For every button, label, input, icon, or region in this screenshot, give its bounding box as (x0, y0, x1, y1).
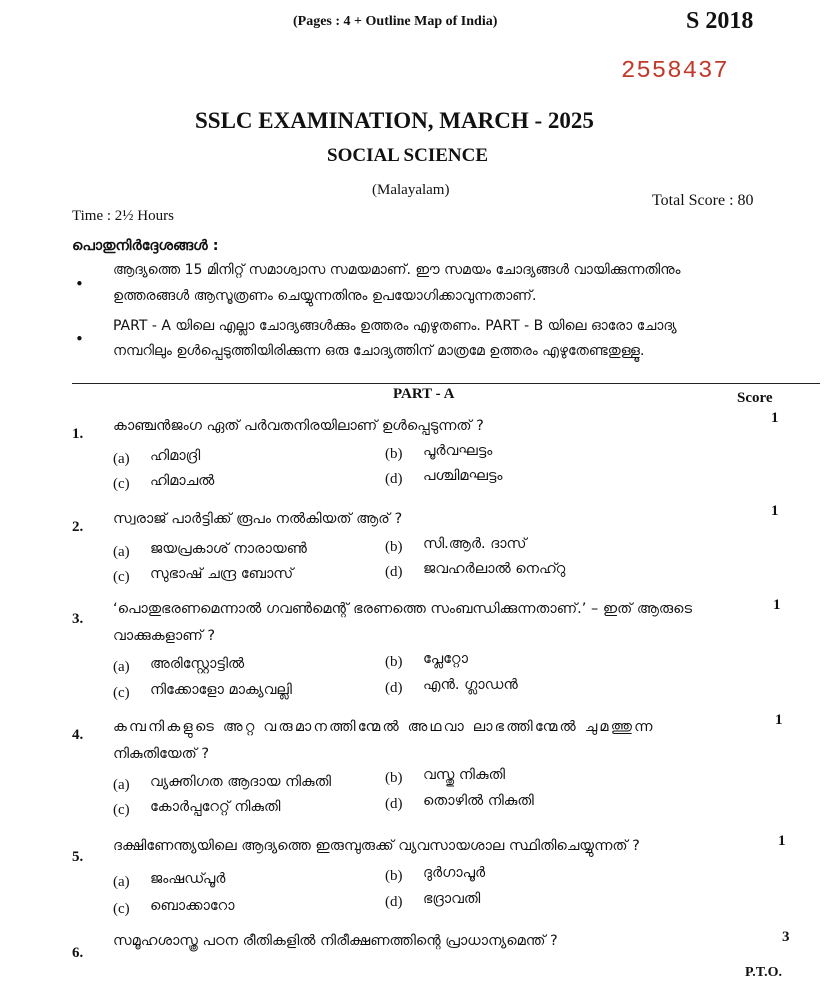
q1-option-b-key: (b) (385, 446, 403, 462)
q2-option-a-key: (a) (113, 544, 130, 560)
q4-option-b-key: (b) (385, 770, 403, 786)
q2-option-a: ജയപ്രകാശ് നാരായൺ (150, 541, 307, 557)
question-6-score: 3 (782, 929, 790, 945)
q4-option-c-key: (c) (113, 802, 130, 818)
question-1-score: 1 (771, 410, 779, 426)
instruction-2-line-1: PART - A യിലെ എല്ലാ ചോദ്യങ്ങൾക്കും ഉത്തരം എഴുതണം. PART - B യിലെ ഓരോ ചോദ്യ (113, 318, 677, 334)
question-4-number: 4. (72, 727, 84, 743)
instruction-1-line-1: ആദ്യത്തെ 15 മിനിറ്റ് സമാശ്വാസ സമയമാണ്. ഈ സമയം ചോദ്യങ്ങൾ വായിക്കുന്നതിനും (113, 262, 681, 278)
instruction-1-line-2: ഉത്തരങ്ങൾ ആസൂത്രണം ചെയ്യുന്നതിനും ഉപയോഗിക്കാവുന്നതാണ്. (113, 288, 537, 304)
q1-option-a-key: (a) (113, 451, 130, 467)
q2-option-b-key: (b) (385, 539, 403, 555)
q3-option-a: അരിസ്റ്റോട്ടിൽ (150, 656, 245, 672)
q4-option-b: വസ്തു നികുതി (423, 767, 505, 783)
part-a-title: PART - A (393, 386, 455, 402)
question-1-text: കാഞ്ചൻജംഗ ഏത് പർവതനിരയിലാണ് ഉൾപ്പെടുന്നത് ? (113, 418, 484, 434)
question-4-score: 1 (775, 712, 783, 728)
question-3-number: 3. (72, 611, 84, 627)
instruction-2-line-2: നമ്പറിലും ഉൾപ്പെടുത്തിയിരിക്കുന്ന ഒരു ചോദ്യത്തിന് മാത്രമേ ഉത്തരം എഴുതേണ്ടതുള്ളൂ. (113, 343, 645, 359)
q3-option-b-key: (b) (385, 654, 403, 670)
question-5-text: ദക്ഷിണേന്ത്യയിലെ ആദ്യത്തെ ഇരുമ്പുരുക്ക് വ്യവസായശാല സ്ഥിതിചെയ്യുന്നത് ? (113, 838, 640, 854)
section-divider (72, 383, 820, 384)
subject-title: SOCIAL SCIENCE (327, 145, 489, 166)
q1-option-d-key: (d) (385, 471, 403, 487)
q3-option-a-key: (a) (113, 659, 130, 675)
q5-option-c-key: (c) (113, 901, 130, 917)
instructions-heading: പൊതുനിർദ്ദേശങ്ങൾ : (72, 238, 219, 254)
question-3-score: 1 (773, 597, 781, 613)
bullet-icon: • (75, 330, 84, 348)
q1-option-c: ഹിമാചൽ (150, 473, 215, 489)
exam-title: SSLC EXAMINATION, MARCH - 2025 (195, 108, 594, 133)
q1-option-a: ഹിമാദ്രി (150, 448, 201, 464)
question-4-text-line-1: കമ്പനികളുടെ അറ്റ വരുമാനത്തിന്മേൽ അഥവാ ലാഭത്തിന്മേൽ ചുമത്തുന്ന (113, 719, 655, 735)
q2-option-c-key: (c) (113, 569, 130, 585)
bullet-icon: • (75, 275, 84, 293)
q4-option-a-key: (a) (113, 777, 130, 793)
question-5-score: 1 (778, 833, 786, 849)
time-label: Time : 2½ Hours (72, 208, 174, 224)
q4-option-d-key: (d) (385, 796, 403, 812)
question-1-number: 1. (72, 426, 84, 442)
q2-option-d: ജവഹർലാൽ നെഹ്റു (423, 561, 566, 577)
question-2-number: 2. (72, 519, 84, 535)
q4-option-a: വ്യക്തിഗത ആദായ നികുതി (150, 774, 332, 790)
q1-option-d: പശ്ചിമഘട്ടം (423, 468, 503, 484)
question-6-text: സമൂഹശാസ്ത്ര പഠന രീതികളിൽ നിരീക്ഷണത്തിന്റെ പ്രാധാന്യമെന്ത് ? (113, 933, 558, 949)
question-2-score: 1 (771, 503, 779, 519)
q3-option-c-key: (c) (113, 685, 130, 701)
q5-option-a-key: (a) (113, 874, 130, 890)
q2-option-b: സി.ആർ. ദാസ് (423, 536, 527, 552)
pages-note: (Pages : 4 + Outline Map of India) (293, 14, 498, 29)
exam-code: S 2018 (686, 8, 754, 34)
question-3-text-line-2: വാക്കുകളാണ് ? (113, 628, 216, 644)
q4-option-d: തൊഴിൽ നികുതി (423, 793, 534, 809)
question-4-text-line-2: നികുതിയേത് ? (113, 746, 210, 762)
question-3-text-line-1: ‘പൊതുഭരണമെന്നാൽ ഗവൺമെന്റ് ഭരണത്തെ സംബന്ധിക്കുന്നതാണ്.’ – ഇത് ആരുടെ (113, 601, 693, 617)
total-score: Total Score : 80 (652, 192, 754, 209)
question-5-number: 5. (72, 849, 84, 865)
q5-option-b: ദുർഗാപൂർ (423, 865, 486, 881)
q5-option-c: ബൊക്കാറോ (150, 898, 235, 914)
question-6-number: 6. (72, 945, 84, 961)
question-2-text: സ്വരാജ് പാർട്ടിക്ക് രൂപം നൽകിയത് ആര് ? (113, 511, 403, 527)
serial-number: 2558437 (621, 58, 729, 85)
q5-option-a: ജംഷഡ്പൂർ (150, 871, 226, 887)
language-label: (Malayalam) (372, 182, 450, 198)
q2-option-d-key: (d) (385, 564, 403, 580)
q4-option-c: കോർപ്പറേറ്റ് നികുതി (150, 799, 281, 815)
q5-option-d: ഭദ്രാവതി (423, 891, 481, 907)
q2-option-c: സുഭാഷ് ചന്ദ്ര ബോസ് (150, 566, 294, 582)
q1-option-c-key: (c) (113, 476, 130, 492)
pto-label: P.T.O. (745, 965, 782, 980)
q3-option-b: പ്ലേറ്റോ (423, 651, 468, 667)
q3-option-d: എൻ. ഗ്ലാഡൻ (423, 677, 518, 693)
score-column-label: Score (737, 390, 773, 406)
q3-option-c: നിക്കോളോ മാക്യവല്ലി (150, 682, 292, 698)
q3-option-d-key: (d) (385, 680, 403, 696)
q5-option-b-key: (b) (385, 868, 403, 884)
q1-option-b: പൂർവഘട്ടം (423, 443, 493, 459)
q5-option-d-key: (d) (385, 894, 403, 910)
